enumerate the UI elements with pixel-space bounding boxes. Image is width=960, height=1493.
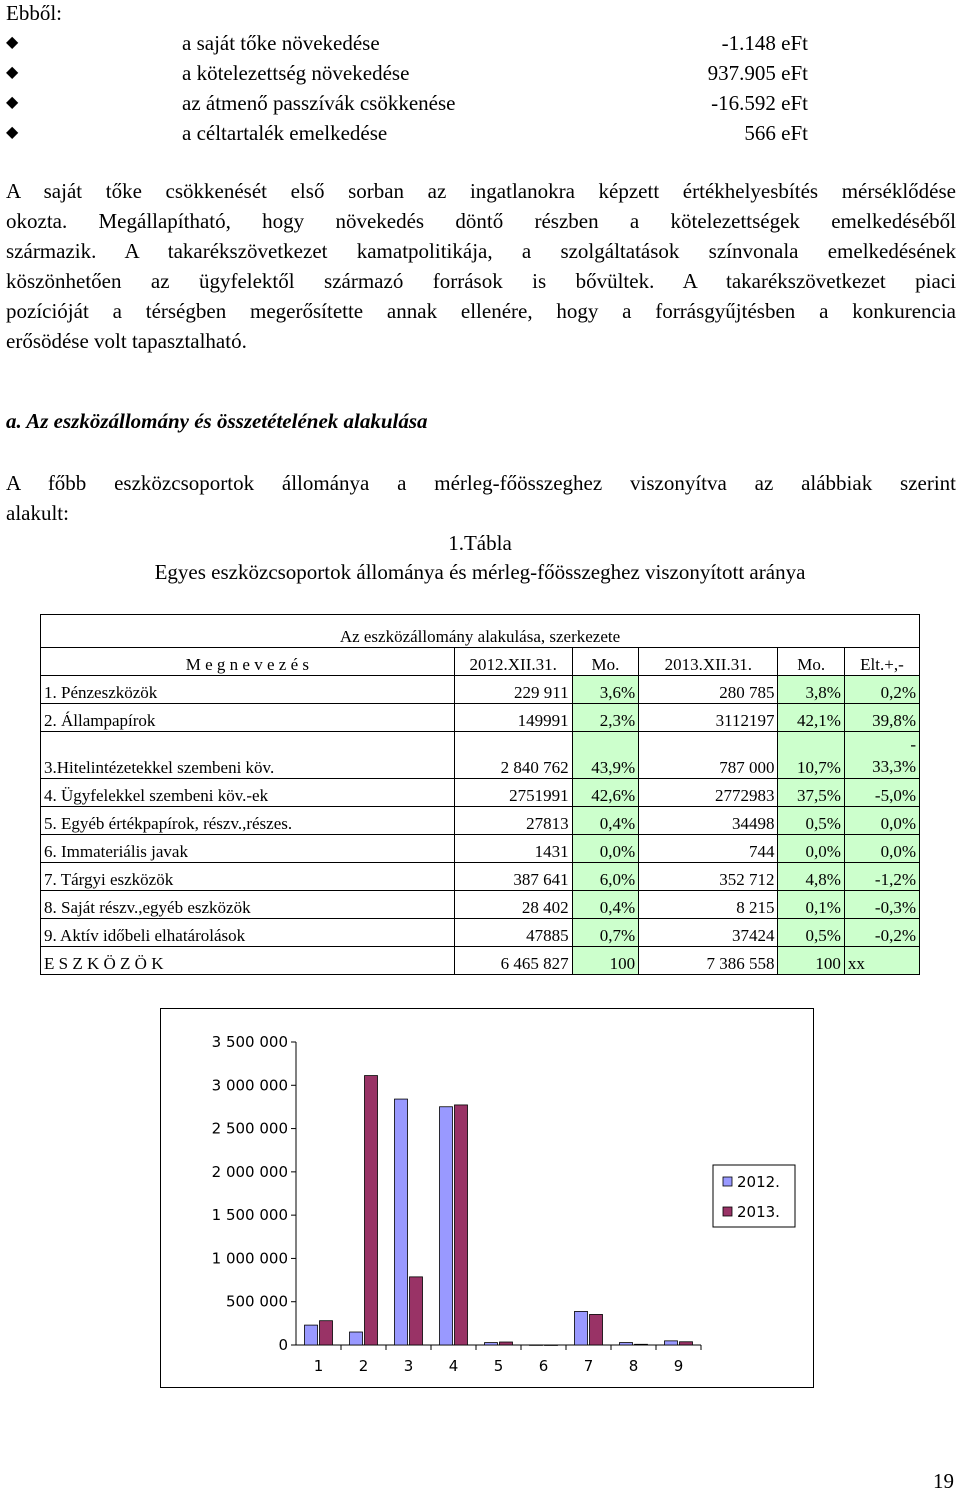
cell-diff: xx <box>844 947 919 975</box>
y-tick-label: 3 000 000 <box>211 1076 288 1095</box>
bar-2013-1 <box>320 1321 333 1345</box>
cell-2013: 280 785 <box>639 676 778 704</box>
cell-2012: 229 911 <box>454 676 572 704</box>
cell-2013: 352 712 <box>639 863 778 891</box>
cell-share-2012: 0,4% <box>572 891 638 919</box>
table-caption-row <box>41 615 920 648</box>
bar-2013-2 <box>365 1076 378 1345</box>
table-row <box>41 807 920 835</box>
cell-diff: -5,0% <box>844 779 919 807</box>
cell-diff: -1,2% <box>844 863 919 891</box>
bar-2012-3 <box>395 1099 408 1345</box>
diamond-bullet-icon: ◆ <box>6 94 19 111</box>
cell-share-2013: 0,0% <box>778 835 844 863</box>
intro-text: Ebből: <box>6 1 62 25</box>
column-header: 2012.XII.31. <box>454 648 572 676</box>
cell-2012: 2 840 762 <box>454 732 572 779</box>
cell-share-2013: 0,5% <box>778 807 844 835</box>
cell-share-2013: 42,1% <box>778 704 844 732</box>
paragraph-line: pozícióját a térségben megerősítette annak ellenére, hogy a forrásgyűjtésben a konkurencia <box>6 299 956 323</box>
diamond-bullet-icon: ◆ <box>6 34 19 51</box>
row-label: 6. Immateriális javak <box>41 835 455 863</box>
cell-share-2012: 6,0% <box>572 863 638 891</box>
cell-2013: 2772983 <box>639 779 778 807</box>
paragraph-equity <box>6 176 956 356</box>
table-row <box>41 835 920 863</box>
bar-2013-4 <box>455 1105 468 1345</box>
y-tick-label: 1 500 000 <box>211 1206 288 1225</box>
bar-2012-4 <box>440 1107 453 1345</box>
bar-chart-svg <box>161 1009 813 1387</box>
row-label: 5. Egyéb értékpapírok, részv.,részes. <box>41 807 455 835</box>
x-tick-label: 8 <box>628 1357 639 1375</box>
table-row <box>41 732 920 779</box>
assets-table <box>40 614 920 975</box>
bullet-label: a kötelezettség növekedése <box>182 61 410 85</box>
table-row <box>41 676 920 704</box>
table-row <box>41 919 920 947</box>
section-heading: a. Az eszközállomány és összetételének alakulása <box>6 409 428 433</box>
legend-swatch <box>723 1207 732 1216</box>
bar-2012-8 <box>620 1343 633 1345</box>
bar-2013-3 <box>410 1277 423 1345</box>
cell-diff: 39,8% <box>844 704 919 732</box>
row-label: E S Z K Ö Z Ö K <box>41 947 455 975</box>
diamond-bullet-icon: ◆ <box>6 124 19 141</box>
y-tick-label: 3 500 000 <box>211 1033 288 1051</box>
x-tick-label: 7 <box>583 1357 594 1375</box>
diamond-bullet-icon: ◆ <box>6 64 19 81</box>
y-tick-label: 500 000 <box>225 1292 288 1311</box>
row-label: 1. Pénzeszközök <box>41 676 455 704</box>
cell-share-2013: 100 <box>778 947 844 975</box>
table-row <box>41 891 920 919</box>
cell-2013: 34498 <box>639 807 778 835</box>
bullet-label: a céltartalék emelkedése <box>182 121 388 145</box>
cell-diff: 0,2% <box>844 676 919 704</box>
bullet-label: az átmenő passzívák csökkenése <box>182 91 456 115</box>
bar-2013-8 <box>635 1344 648 1345</box>
bullet-value: -16.592 eFt <box>711 91 808 115</box>
legend-swatch <box>723 1177 732 1186</box>
bar-chart <box>160 1008 814 1388</box>
row-label: 8. Saját részv.,egyéb eszközök <box>41 891 455 919</box>
x-tick-label: 9 <box>673 1357 684 1375</box>
cell-share-2013: 3,8% <box>778 676 844 704</box>
bar-2013-5 <box>500 1342 513 1345</box>
column-header: M e g n e v e z é s <box>41 648 455 676</box>
bullet-value: -1.148 eFt <box>721 31 808 55</box>
cell-2012: 6 465 827 <box>454 947 572 975</box>
table-row <box>41 704 920 732</box>
cell-share-2012: 0,0% <box>572 835 638 863</box>
x-tick-label: 2 <box>358 1357 369 1375</box>
y-tick-label: 2 000 000 <box>211 1162 288 1181</box>
y-tick-label: 0 <box>278 1336 288 1354</box>
bar-2012-1 <box>305 1325 318 1345</box>
paragraph-line: okozta. Megállapítható, hogy növekedés döntő részben a kötelezettségek emelkedéséből <box>6 209 956 233</box>
cell-2013: 744 <box>639 835 778 863</box>
cell-2013: 3112197 <box>639 704 778 732</box>
cell-diff: -0,3% <box>844 891 919 919</box>
cell-share-2013: 0,5% <box>778 919 844 947</box>
cell-share-2013: 10,7% <box>778 732 844 779</box>
cell-2012: 387 641 <box>454 863 572 891</box>
cell-share-2012: 0,4% <box>572 807 638 835</box>
cell-diff-value: 33,3% <box>872 757 916 776</box>
x-tick-label: 5 <box>493 1357 504 1375</box>
paragraph-assets <box>6 468 956 528</box>
cell-share-2013: 37,5% <box>778 779 844 807</box>
paragraph-line: származik. A takarékszövetkezet kamatpolitikája, a szolgáltatások színvonala emelkedésének <box>6 239 956 263</box>
bar-2013-6 <box>545 1345 558 1346</box>
column-header: Elt.+,- <box>844 648 919 676</box>
bar-2012-2 <box>350 1332 363 1345</box>
x-tick-label: 6 <box>538 1357 549 1375</box>
cell-2012: 149991 <box>454 704 572 732</box>
column-header: Mo. <box>572 648 638 676</box>
row-label: 7. Tárgyi eszközök <box>41 863 455 891</box>
cell-2012: 47885 <box>454 919 572 947</box>
cell-share-2012: 0,7% <box>572 919 638 947</box>
cell-share-2013: 0,1% <box>778 891 844 919</box>
cell-diff-minus: - <box>910 735 916 754</box>
bar-2012-9 <box>665 1341 678 1345</box>
cell-2012: 28 402 <box>454 891 572 919</box>
bar-2013-7 <box>590 1314 603 1345</box>
table-header-row <box>41 648 920 676</box>
cell-2013: 787 000 <box>639 732 778 779</box>
table-total-row <box>41 947 920 975</box>
table-row <box>41 863 920 891</box>
legend-label: 2012. <box>737 1173 780 1191</box>
cell-diff: -0,2% <box>844 919 919 947</box>
cell-share-2012: 42,6% <box>572 779 638 807</box>
cell-2012: 2751991 <box>454 779 572 807</box>
bar-2012-7 <box>575 1311 588 1345</box>
paragraph-line: A főbb eszközcsoportok állománya a mérleg-főösszeghez viszonyítva az alábbiak szerint <box>6 471 956 495</box>
table-row <box>41 779 920 807</box>
page-number: 19 <box>933 1469 954 1493</box>
x-tick-label: 3 <box>403 1357 414 1375</box>
cell-share-2012: 2,3% <box>572 704 638 732</box>
table-number: 1.Tábla <box>448 531 512 555</box>
column-header: Mo. <box>778 648 844 676</box>
row-label: 4. Ügyfelekkel szembeni köv.-ek <box>41 779 455 807</box>
table-caption: Az eszközállomány alakulása, szerkezete <box>41 615 920 648</box>
cell-share-2012: 100 <box>572 947 638 975</box>
bullet-value: 937.905 eFt <box>707 61 808 85</box>
x-tick-label: 1 <box>313 1357 324 1375</box>
paragraph-line: alakult: <box>6 501 69 525</box>
table-title: Egyes eszközcsoportok állománya és mérleg-főösszeghez viszonyított aránya <box>154 560 806 584</box>
cell-diff: 0,0% <box>844 807 919 835</box>
cell-2012: 27813 <box>454 807 572 835</box>
cell-diff <box>844 732 919 779</box>
cell-2013: 7 386 558 <box>639 947 778 975</box>
cell-share-2013: 4,8% <box>778 863 844 891</box>
bar-2012-5 <box>485 1343 498 1345</box>
row-label: 9. Aktív időbeli elhatárolások <box>41 919 455 947</box>
paragraph-line: A saját tőke csökkenését első sorban az ingatlanokra képzett értékhelyesbítés mérséklődése <box>6 179 956 203</box>
paragraph-line: köszönhetően az ügyfelektől származó források is bővültek. A takarékszövetkezet piaci <box>6 269 956 293</box>
paragraph-line: erősödése volt tapasztalható. <box>6 329 247 353</box>
bar-2012-6 <box>530 1345 543 1346</box>
cell-share-2012: 43,9% <box>572 732 638 779</box>
bullet-value: 566 eFt <box>744 121 808 145</box>
column-header: 2013.XII.31. <box>639 648 778 676</box>
cell-share-2012: 3,6% <box>572 676 638 704</box>
cell-2012: 1431 <box>454 835 572 863</box>
legend-label: 2013. <box>737 1203 780 1221</box>
bar-2013-9 <box>680 1342 693 1345</box>
bullet-label: a saját tőke növekedése <box>182 31 380 55</box>
row-label: 3.Hitelintézetekkel szembeni köv. <box>41 732 455 779</box>
x-tick-label: 4 <box>448 1357 459 1375</box>
cell-diff: 0,0% <box>844 835 919 863</box>
cell-2013: 37424 <box>639 919 778 947</box>
y-tick-label: 1 000 000 <box>211 1249 288 1268</box>
y-tick-label: 2 500 000 <box>211 1119 288 1138</box>
cell-2013: 8 215 <box>639 891 778 919</box>
row-label: 2. Állampapírok <box>41 704 455 732</box>
